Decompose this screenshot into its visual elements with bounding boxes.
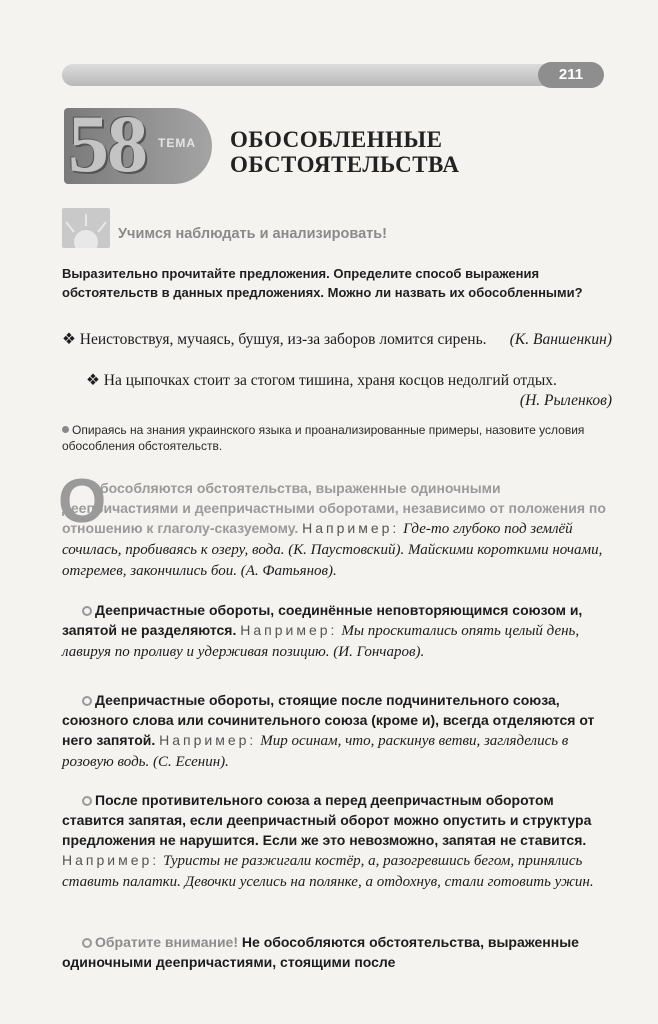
ring-icon: [82, 938, 92, 948]
example-bullet-icon: ❖: [62, 331, 76, 348]
section-heading: Учимся наблюдать и анализировать!: [118, 226, 387, 242]
example-1-author: (К. Ваншенкин): [509, 331, 612, 348]
example-2-text: На цыпочках стоит за стогом тишина, храня косцов недолгий отдых.: [103, 372, 557, 389]
paragraph-4-bold: Не обособляются обстоятельства, выраженные одиночными деепричастиями, стоящими после: [62, 934, 579, 970]
paragraph-3-example-text: Туристы не разжигали костёр, а, разогревшись бегом, принялись ставить палатки. Девочки уселись на полянке, а отдохнув, стали готовить ужин.: [62, 853, 594, 890]
drop-cap: О: [58, 467, 107, 536]
paragraph-1-bold: Деепричастные обороты, соединённые неповторяющимся союзом и, запятой не разделяются.: [62, 602, 583, 638]
dot-icon: [62, 426, 69, 433]
example-bullet-icon: ❖: [86, 372, 100, 389]
rule-text: [62, 478, 612, 581]
rule-example-word: Например:: [302, 520, 400, 536]
paragraph-4: [62, 932, 612, 972]
topic-number: 58: [68, 98, 146, 189]
note: [62, 422, 612, 454]
task-text: Выразительно прочитайте предложения. Определите способ выражения обстоятельств в данных предложениях. Можно ли назвать их обособленными?: [62, 266, 583, 300]
rule-lead: бособляются обстоятельства, выраженные одиночными деепричастиями и деепричастными оборотами, независимо от положения по отношению к глаголу-сказуемому.: [62, 480, 606, 536]
attention-label: Обратите внимание!: [95, 934, 239, 950]
paragraph-1-example-text: Мы проскитались опять целый день, лавируя по проливу и удерживая позицию. (И. Гончаров).: [62, 623, 580, 660]
example-2: [62, 371, 612, 411]
page-number: 211: [538, 62, 604, 88]
note-text: Опираясь на знания украинского языка и проанализированные примеры, назовите условия обособления обстоятельств.: [62, 423, 585, 453]
ring-icon: [82, 606, 92, 616]
paragraph-3: [62, 790, 612, 892]
paragraph-1-example-word: Например:: [240, 622, 338, 638]
rule-example-text: Где-то глубоко под землёй сочилась, пробиваясь к озеру, вода. (К. Паустовский). Майскими короткими ночами, отгремев, закончились бои. (А. Фатьянов).: [62, 521, 603, 579]
title-line-1: ОБОСОБЛЕННЫЕ: [230, 127, 443, 152]
paragraph-3-bold: После противительного союза а перед деепричастным оборотом ставится запятая, если деепричастный оборот можно опустить и структура предложения не нарушится. Если же это невозможно, запятая не ставится.: [62, 792, 592, 848]
paragraph-2-example-word: Например:: [159, 732, 257, 748]
paragraph-1: [62, 600, 612, 662]
example-1-text: Неистовствуя, мучаясь, бушуя, из-за заборов ломится сирень.: [79, 331, 487, 348]
title-line-2: ОБСТОЯТЕЛЬСТВА: [230, 152, 460, 177]
ring-icon: [82, 696, 92, 706]
paragraph-3-example-word: Например:: [62, 852, 160, 868]
example-2-author: (Н. Рыленков): [519, 392, 612, 409]
paragraph-2: [62, 690, 612, 772]
paragraph-2-bold: Деепричастные обороты, стоящие после подчинительного союза, союзного слова или сочинительного союза (кроме и), всегда отделяются от него запятой.: [62, 692, 595, 748]
paragraph-2-example-text: Мир осинам, что, раскинув ветви, загляделись в розовую водь. (С. Есенин).: [62, 733, 569, 770]
topic-label: ТЕМА: [158, 136, 196, 150]
header-bar: [62, 64, 602, 86]
page-title: [230, 127, 530, 177]
ring-icon: [82, 796, 92, 806]
example-1: [62, 330, 612, 350]
sun-icon: [62, 208, 110, 248]
